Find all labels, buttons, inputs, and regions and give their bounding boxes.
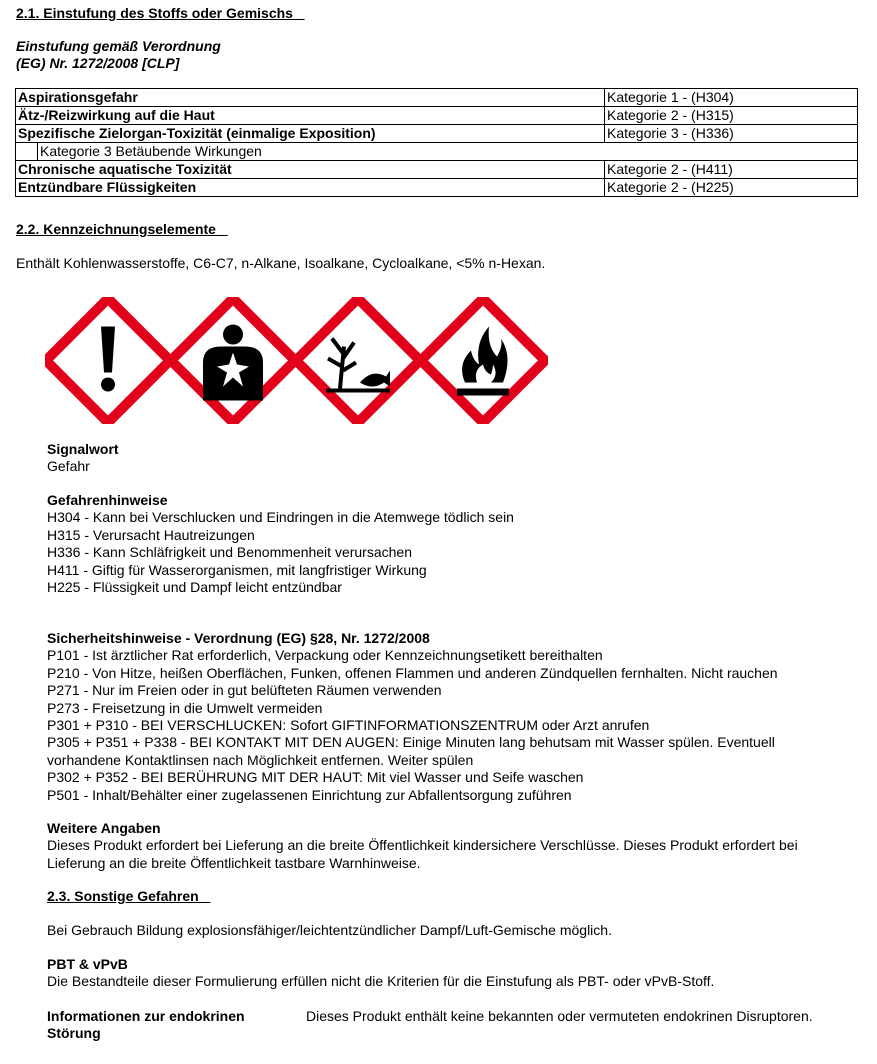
precautionary-statement: P305 + P351 + P338 - BEI KONTAKT MIT DEN AUGEN: Einige Minuten lang behutsam mit Wasser spülen. Eventuell (47, 734, 775, 751)
precautionary-statements-label: Sicherheitshinweise - Verordnung (EG) §28, Nr. 1272/2008 (47, 630, 430, 646)
classification-subheading (16, 38, 221, 72)
flame-icon (421, 299, 545, 423)
sub-indent (16, 143, 38, 161)
hazard-category: Kategorie 3 - (H336) (605, 125, 858, 143)
further-info-block (47, 820, 798, 872)
precautionary-statement: P271 - Nur im Freien oder in gut belüfteten Räumen verwenden (47, 682, 442, 699)
section-2-3-heading: 2.3. Sonstige Gefahren (47, 888, 211, 904)
environment-icon (296, 299, 420, 423)
hazard-subcategory: Kategorie 3 Betäubende Wirkungen (38, 143, 858, 161)
hazard-category: Kategorie 2 - (H225) (605, 179, 858, 197)
precautionary-statement: P210 - Von Hitze, heißen Oberflächen, Funken, offenen Flammen und anderen Zündquellen fernhalten. Nicht rauchen (47, 664, 778, 681)
precautionary-statements-block (47, 630, 778, 804)
pbt-text: Die Bestandteile dieser Formulierung erfüllen nicht die Kriterien für die Einstufung als PBT- oder vPvB-Stoff. (47, 973, 715, 990)
pbt-label: PBT & vPvB (47, 956, 128, 972)
hazard-statement: H411 - Giftig für Wasserorganismen, mit langfristiger Wirkung (47, 561, 427, 578)
health-hazard-icon (171, 299, 295, 423)
hazard-class-name: Ätz-/Reizwirkung auf die Haut (16, 107, 605, 125)
hazard-statement: H225 - Flüssigkeit und Dampf leicht entzündbar (47, 579, 342, 596)
further-info-text: Lieferung an die breite Öffentlichkeit tastbare Warnhinweise. (47, 854, 421, 871)
contains-text: Enthält Kohlenwasserstoffe, C6-C7, n-Alkane, Isoalkane, Cycloalkane, <5% n-Hexan. (16, 255, 546, 271)
hazard-category: Kategorie 2 - (H411) (605, 161, 858, 179)
endocrine-label (47, 1008, 245, 1043)
further-info-label: Weitere Angaben (47, 820, 161, 836)
exclamation-mark-icon (46, 299, 170, 423)
endocrine-label-line1: Informationen zur endokrinen (47, 1008, 245, 1024)
hazard-category: Kategorie 1 - (H304) (605, 89, 858, 107)
hazard-statements-label: Gefahrenhinweise (47, 492, 168, 508)
hazard-statements-block (47, 492, 514, 596)
table-row (16, 125, 858, 143)
classification-subheading-line2: (EG) Nr. 1272/2008 [CLP] (16, 55, 180, 71)
hazard-class-name: Entzündbare Flüssigkeiten (16, 179, 605, 197)
classification-subheading-line1: Einstufung gemäß Verordnung (16, 38, 221, 54)
classification-table (15, 88, 858, 197)
hazard-statement: H336 - Kann Schläfrigkeit und Benommenheit verursachen (47, 544, 412, 561)
hazard-statement: H304 - Kann bei Verschlucken und Eindringen in die Atemwege tödlich sein (47, 509, 514, 526)
ghs-pictograms (45, 297, 548, 424)
precautionary-statement: P301 + P310 - BEI VERSCHLUCKEN: Sofort GIFTINFORMATIONSZENTRUM oder Arzt anrufen (47, 717, 650, 734)
precautionary-statement: P101 - Ist ärztlicher Rat erforderlich, Verpackung oder Kennzeichnungsetikett bereithalten (47, 647, 603, 664)
precautionary-statement: P302 + P352 - BEI BERÜHRUNG MIT DER HAUT: Mit viel Wasser und Seife waschen (47, 769, 584, 786)
further-info-text: Dieses Produkt erfordert bei Lieferung an die breite Öffentlichkeit kindersichere Verschlüsse. Dieses Produkt erfordert bei (47, 837, 798, 854)
signal-word-label: Signalwort (47, 441, 119, 457)
hazard-category: Kategorie 2 - (H315) (605, 107, 858, 125)
hazard-class-name: Spezifische Zielorgan-Toxizität (einmalige Exposition) (16, 125, 605, 143)
signal-word-block (47, 441, 119, 476)
precautionary-statement: P501 - Inhalt/Behälter einer zugelassenen Einrichtung zur Abfallentsorgung zuführen (47, 786, 572, 803)
precautionary-statement: P273 - Freisetzung in die Umwelt vermeiden (47, 699, 323, 716)
hazard-class-name: Aspirationsgefahr (16, 89, 605, 107)
signal-word-value: Gefahr (47, 458, 90, 475)
section-2-1-heading: 2.1. Einstufung des Stoffs oder Gemischs (16, 5, 305, 21)
table-row (16, 107, 858, 125)
pbt-block (47, 956, 714, 991)
table-row (16, 89, 858, 107)
table-row (16, 161, 858, 179)
table-row-sub (16, 143, 858, 161)
endocrine-text: Dieses Produkt enthält keine bekannten oder vermuteten endokrinen Disruptoren. (306, 1008, 813, 1024)
section-2-2-heading: 2.2. Kennzeichnungselemente (16, 221, 228, 237)
table-row (16, 179, 858, 197)
precautionary-statement: vorhandene Kontaktlinsen nach Möglichkeit entfernen. Weiter spülen (47, 751, 474, 768)
usage-hazard-text: Bei Gebrauch Bildung explosionsfähiger/leichtentzündlicher Dampf/Luft-Gemische möglich. (47, 922, 612, 938)
hazard-class-name: Chronische aquatische Toxizität (16, 161, 605, 179)
endocrine-label-line2: Störung (47, 1025, 101, 1042)
hazard-statement: H315 - Verursacht Hautreizungen (47, 526, 255, 543)
